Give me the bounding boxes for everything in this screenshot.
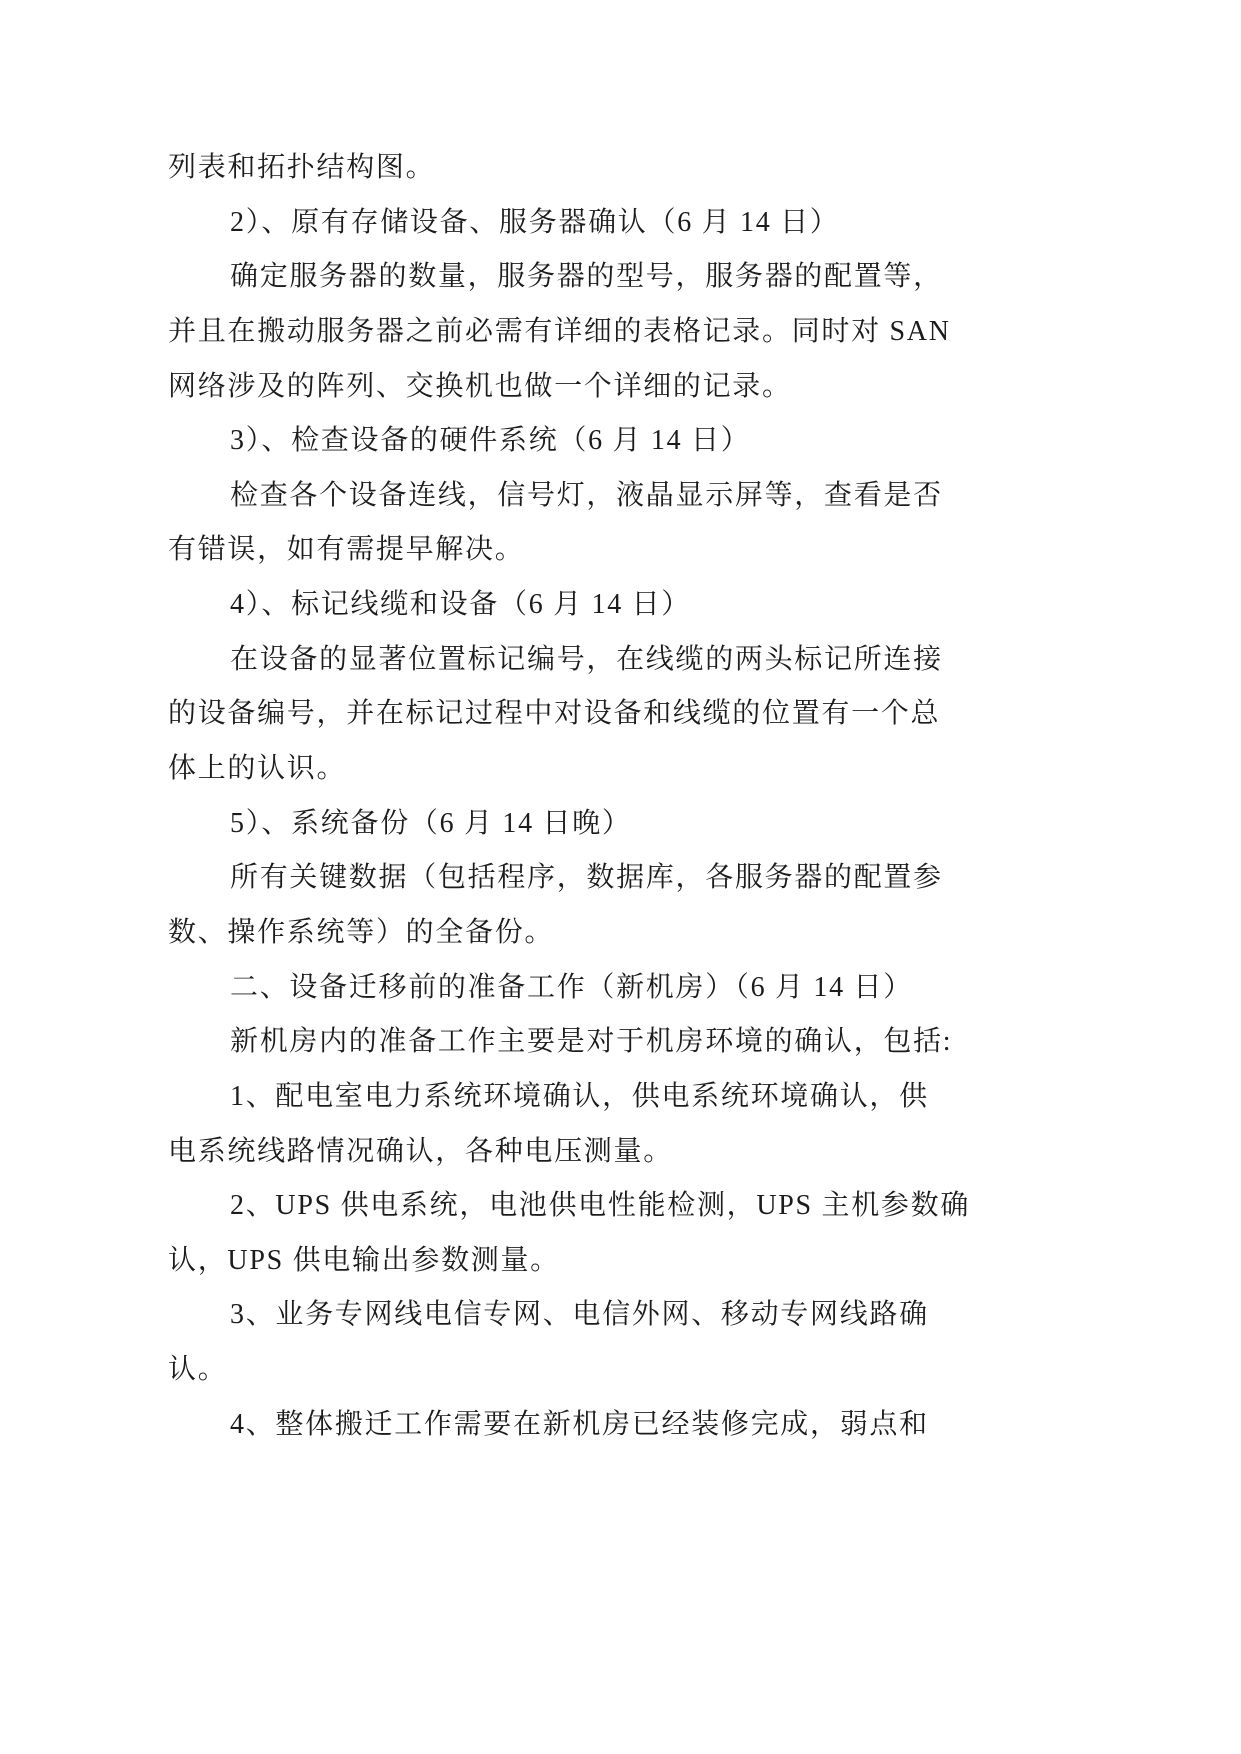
list-item — [168, 1070, 988, 1179]
subsection-heading — [168, 578, 988, 633]
subsection-heading — [168, 797, 988, 852]
text-line: 1、配电室电力系统环境确认，供电系统环境确认，供 — [230, 1080, 929, 1112]
section-heading — [168, 961, 988, 1016]
text-line: 在设备的显著位置标记编号，在线缆的两头标记所连接 — [230, 643, 943, 675]
text-line: 体上的认识。 — [168, 753, 347, 785]
text-line: 有错误，如有需提早解决。 — [168, 534, 525, 566]
text-line: 数、操作系统等）的全备份。 — [168, 916, 555, 948]
text-line: 认。 — [168, 1354, 228, 1386]
text-line: 确定服务器的数量，服务器的型号，服务器的配置等， — [230, 261, 943, 293]
document-body — [168, 141, 988, 1452]
text-line: 认，UPS 供电输出参数测量。 — [168, 1244, 560, 1276]
subsection-heading — [168, 196, 988, 251]
paragraph — [168, 469, 988, 578]
text-line: 电系统线路情况确认，各种电压测量。 — [168, 1135, 673, 1167]
text-line: 列表和拓扑结构图。 — [168, 152, 436, 183]
text-line: 所有关键数据（包括程序，数据库，各服务器的配置参 — [230, 862, 943, 894]
list-item — [168, 1179, 988, 1288]
paragraph-continuation — [168, 141, 988, 196]
heading-text: 二、设备迁移前的准备工作（新机房）（6 月 14 日） — [230, 971, 913, 1003]
text-line: 新机房内的准备工作主要是对于机房环境的确认，包括: — [230, 1026, 953, 1058]
paragraph — [168, 250, 988, 414]
text-line: 3、业务专网线电信专网、电信外网、移动专网线路确 — [230, 1299, 929, 1331]
text-line: 4、整体搬迁工作需要在新机房已经装修完成，弱点和 — [230, 1408, 929, 1440]
text-line: 的设备编号，并在标记过程中对设备和线缆的位置有一个总 — [168, 698, 941, 730]
text-line: 2、UPS 供电系统，电池供电性能检测，UPS 主机参数确 — [230, 1190, 971, 1222]
paragraph — [168, 633, 988, 797]
heading-text: 3）、检查设备的硬件系统（6 月 14 日） — [230, 425, 751, 457]
list-item — [168, 1398, 988, 1453]
heading-text: 5）、系统备份（6 月 14 日晚） — [230, 807, 632, 839]
heading-text: 4）、标记线缆和设备（6 月 14 日） — [230, 589, 692, 621]
list-item — [168, 1288, 988, 1397]
subsection-heading — [168, 414, 988, 469]
text-line: 检查各个设备连线，信号灯，液晶显示屏等，查看是否 — [230, 479, 943, 511]
text-line: 网络涉及的阵列、交换机也做一个详细的记录。 — [168, 370, 792, 402]
paragraph — [168, 1015, 988, 1070]
text-line: 并且在搬动服务器之前必需有详细的表格记录。同时对 SAN — [168, 315, 951, 347]
paragraph — [168, 851, 988, 960]
heading-text: 2）、原有存储设备、服务器确认（6 月 14 日） — [230, 206, 840, 238]
